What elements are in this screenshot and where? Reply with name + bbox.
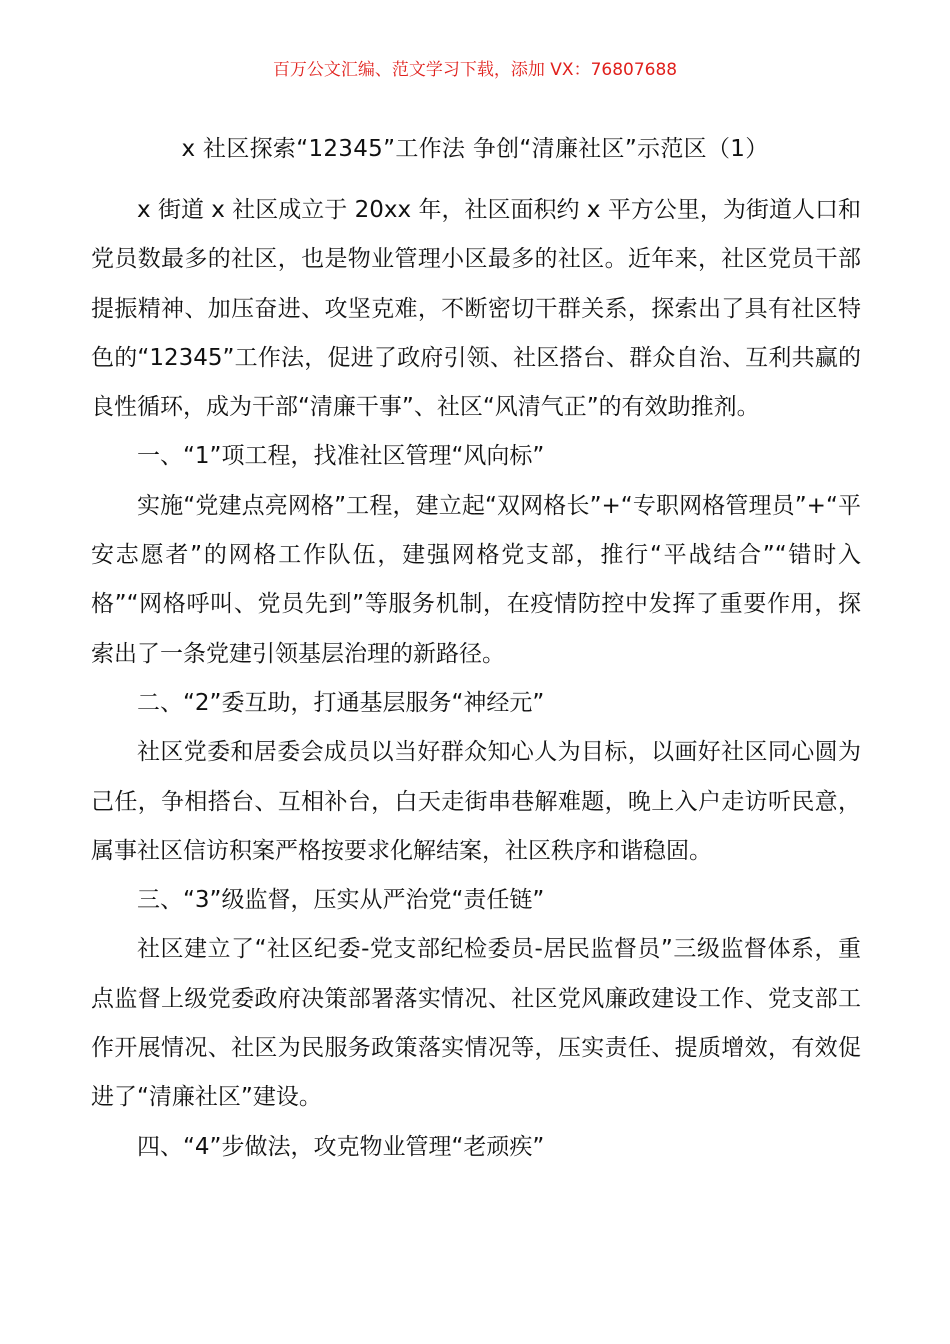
section-heading-2: 二、“2”委互助，打通基层服务“神经元” <box>137 689 545 716</box>
section-paragraph-1: 实施“党建点亮网格”工程，建立起“双网格长”+“专职网格管理员”+“平安志愿者”的网格工作队伍，建强网格党支部，推行“平战结合”“错时入格”“网格呼叫、党员先到”等服务机制，在疫情防控中发挥了重要作用，探索出了一条党建引领基层治理的新路径。 <box>91 492 861 667</box>
section-heading-3: 三、“3”级监督，压实从严治党“责任链” <box>137 887 545 914</box>
document-body <box>91 186 861 1172</box>
section-paragraph-3: 社区建立了“社区纪委-党支部纪检委员-居民监督员”三级监督体系，重点监督上级党委政府决策部署落实情况、社区党风廉政建设工作、党支部工作开展情况、社区为民服务政策落实情况等，压实责任、提质增效，有效促进了“清廉社区”建设。 <box>91 936 861 1111</box>
section-paragraph-2: 社区党委和居委会成员以当好群众知心人为目标，以画好社区同心圆为己任，争相搭台、互相补台，白天走街串巷解难题，晚上入户走访听民意，属事社区信访积案严格按要求化解结案，社区秩序和谐稳固。 <box>91 739 861 864</box>
section-heading-4: 四、“4”步做法，攻克物业管理“老顽疾” <box>137 1133 545 1160</box>
intro-paragraph: x 街道 x 社区成立于 20xx 年，社区面积约 x 平方公里，为街道人口和党员数最多的社区，也是物业管理小区最多的社区。近年来，社区党员干部提振精神、加压奋进、攻坚克难，不断密切干群关系，探索出了具有社区特色的“12345”工作法，促进了政府引领、社区搭台、群众自治、互利共赢的良性循环，成为干部“清廉干事”、社区“风清气正”的有效助推剂。 <box>91 197 861 421</box>
document-title: x 社区探索“12345”工作法 争创“清廉社区”示范区（1） <box>181 136 769 162</box>
promo-banner: 百万公文汇编、范文学习下载，添加 VX：76807688 <box>272 60 678 80</box>
section-heading-1: 一、“1”项工程，找准社区管理“风向标” <box>137 443 545 470</box>
